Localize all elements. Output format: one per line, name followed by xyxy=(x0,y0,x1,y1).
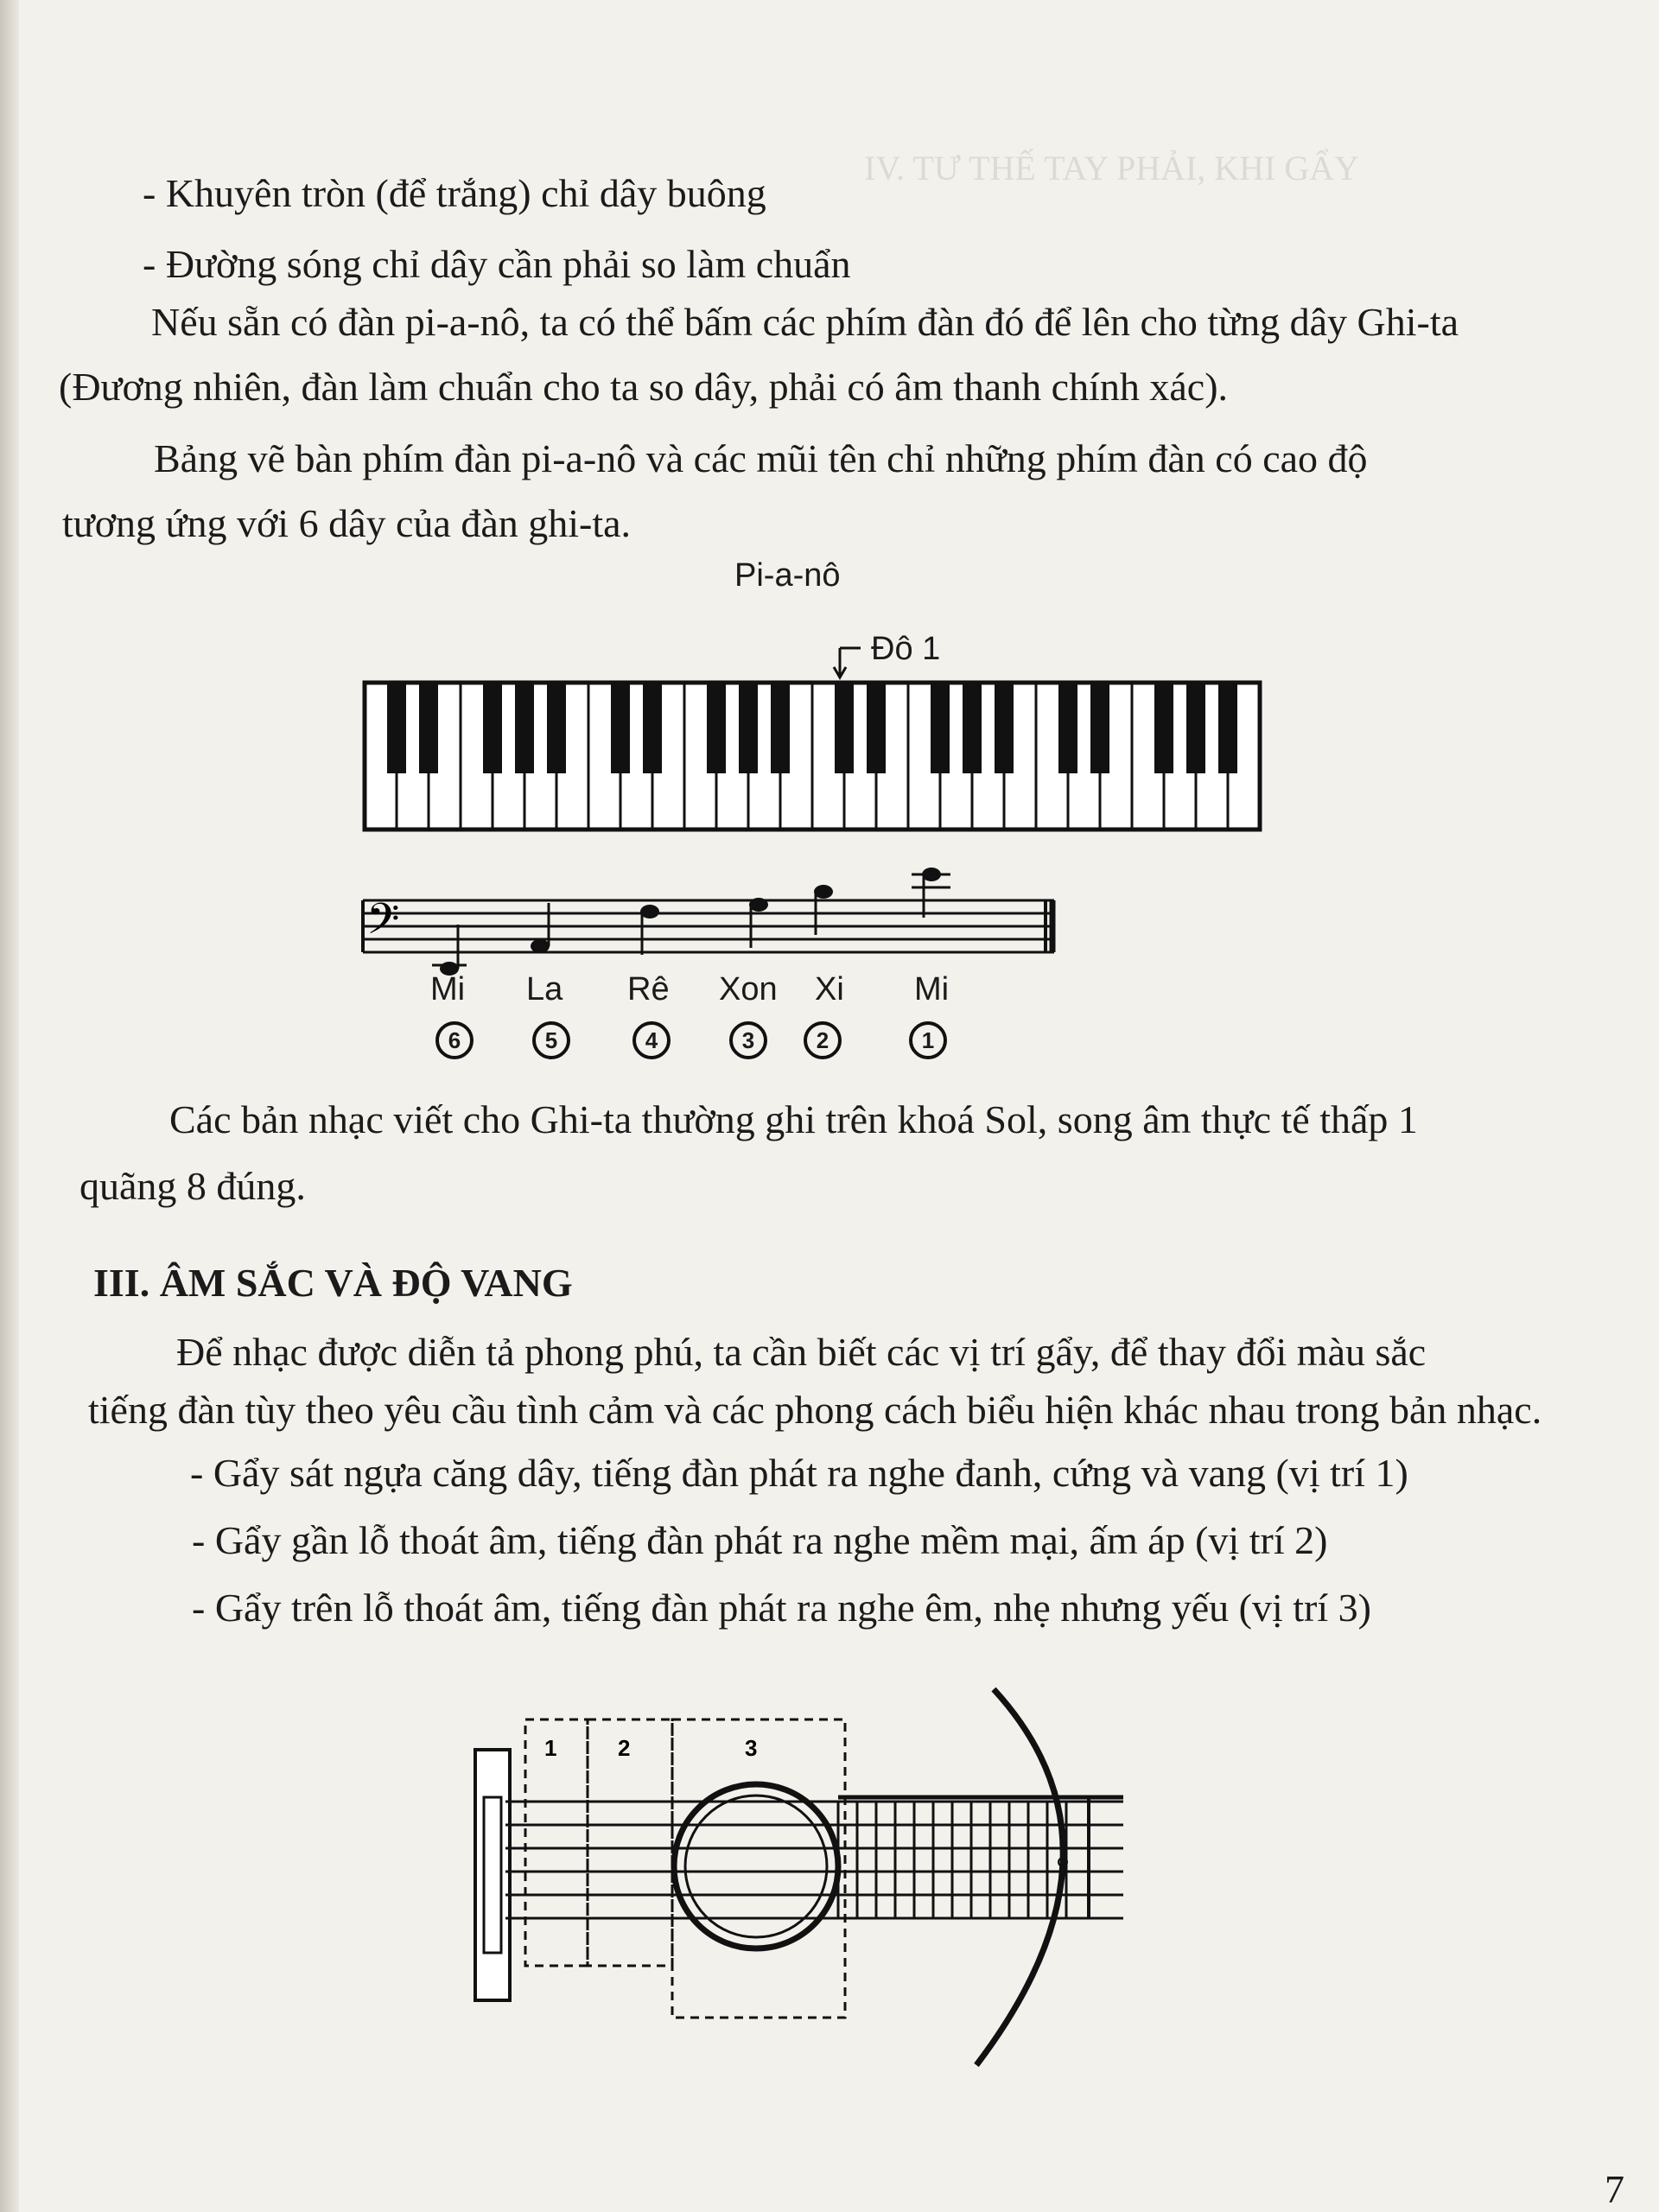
string-number-6: 6 xyxy=(435,1021,474,1059)
paragraph-1-line-2: (Đương nhiên, đàn làm chuẩn cho ta so dây, phải có âm thanh chính xác). xyxy=(59,365,1229,409)
black-key xyxy=(835,683,854,773)
string-number-5: 5 xyxy=(532,1021,570,1059)
black-key xyxy=(963,683,982,773)
position-1-label: 1 xyxy=(544,1735,557,1761)
paragraph-4-line-2: tiếng đàn tùy theo yêu cầu tình cảm và các phong cách biểu hiện khác nhau trong bản nhạc. xyxy=(88,1388,1542,1432)
bullet-open-string: - Khuyên tròn (để trắng) chỉ dây buông xyxy=(143,171,766,215)
string-number-1: 1 xyxy=(909,1021,947,1059)
note-label-mi-1: Mi xyxy=(914,971,950,1007)
black-key xyxy=(995,683,1014,773)
bullet-reference-string: - Đường sóng chỉ dây cần phải so làm chuẩn xyxy=(143,242,851,286)
black-key xyxy=(1090,683,1109,773)
position-3-label: 3 xyxy=(745,1735,758,1761)
black-key xyxy=(643,683,662,773)
black-key xyxy=(419,683,438,773)
guitar-strings xyxy=(505,1802,1123,1918)
bullet-position-1: - Gẩy sát ngựa căng dây, tiếng đàn phát ra nghe đanh, cứng và vang (vị trí 1) xyxy=(190,1451,1408,1495)
bass-staff xyxy=(363,868,1054,976)
sound-hole xyxy=(674,1784,838,1948)
black-key xyxy=(771,683,790,773)
bass-clef-icon: 𝄢 xyxy=(366,894,400,955)
black-key xyxy=(867,683,886,773)
paragraph-2-line-2: tương ứng với 6 dây của đàn ghi-ta. xyxy=(62,501,632,545)
guitar-bridge xyxy=(475,1750,510,2000)
note-label-mi-6: Mi xyxy=(430,971,466,1007)
fretboard-frets xyxy=(838,1802,1066,1918)
section-heading: III. ÂM SẮC VÀ ĐỘ VANG xyxy=(93,1261,573,1305)
position-3-zone xyxy=(672,1719,845,2018)
black-key xyxy=(1058,683,1077,773)
bullet-position-2: - Gẩy gần lỗ thoát âm, tiếng đàn phát ra nghe mềm mại, ấm áp (vị trí 2) xyxy=(192,1518,1328,1562)
black-key xyxy=(707,683,726,773)
do1-marker-label: Đô 1 xyxy=(871,631,941,667)
black-key xyxy=(547,683,566,773)
paragraph-2-line-1: Bảng vẽ bàn phím đàn pi-a-nô và các mũi tên chỉ những phím đàn có cao độ xyxy=(154,436,1368,480)
note-label-xon-3: Xon xyxy=(719,971,778,1007)
paragraph-3-line-1: Các bản nhạc viết cho Ghi-ta thường ghi trên khoá Sol, song âm thực tế thấp 1 xyxy=(169,1097,1418,1141)
note-label-la-5: La xyxy=(526,971,563,1007)
guitar-picking-positions-figure xyxy=(458,1676,1201,2074)
black-key xyxy=(387,683,406,773)
black-key xyxy=(931,683,950,773)
note-label-re-4: Rê xyxy=(627,971,670,1007)
paragraph-4-line-1: Để nhạc được diễn tả phong phú, ta cần biết các vị trí gẩy, để thay đổi màu sắc xyxy=(176,1330,1427,1374)
string-number-3: 3 xyxy=(729,1021,767,1059)
bleed-through-text: IV. TƯ THẾ TAY PHẢI, KHI GẨY xyxy=(864,149,1360,188)
black-key xyxy=(611,683,630,773)
bullet-position-3: - Gẩy trên lỗ thoát âm, tiếng đàn phát ra nghe êm, nhẹ nhưng yếu (vị trí 3) xyxy=(192,1586,1371,1630)
black-key xyxy=(515,683,534,773)
piano-title: Pi-a-nô xyxy=(734,557,841,594)
page-spine-shadow xyxy=(0,0,19,2212)
black-key xyxy=(739,683,758,773)
position-2-label: 2 xyxy=(618,1735,631,1761)
paragraph-1-line-1: Nếu sẵn có đàn pi-a-nô, ta có thể bấm các phím đàn đó để lên cho từng dây Ghi-ta xyxy=(151,300,1459,344)
paragraph-3-line-2: quãng 8 đúng. xyxy=(79,1164,306,1208)
string-number-2: 2 xyxy=(804,1021,842,1059)
black-key xyxy=(1186,683,1205,773)
string-number-4: 4 xyxy=(632,1021,671,1059)
black-key xyxy=(483,683,502,773)
page-number: 7 xyxy=(1605,2167,1624,2211)
note-label-xi-2: Xi xyxy=(815,971,844,1007)
black-key xyxy=(1218,683,1237,773)
black-key xyxy=(1154,683,1173,773)
note-la xyxy=(531,939,550,953)
